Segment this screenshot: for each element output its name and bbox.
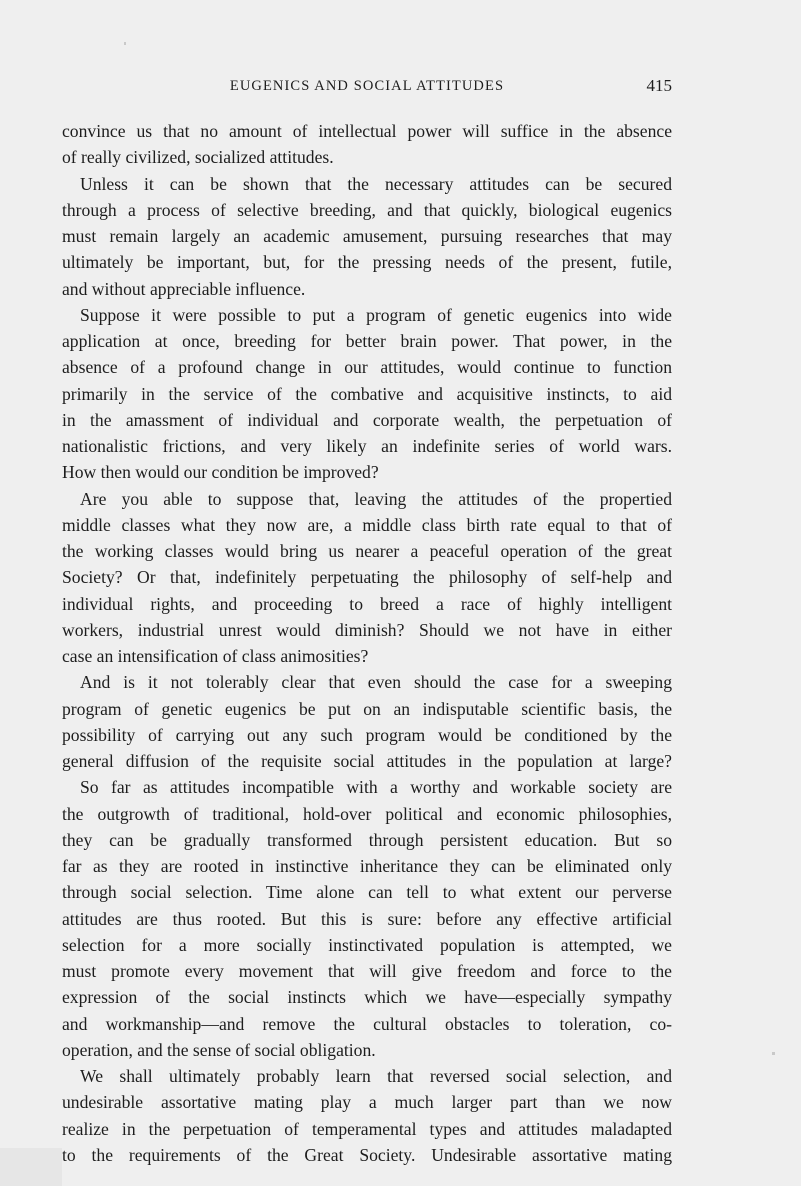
text-line: possibility of carrying out any such program would be conditioned by the <box>62 724 672 745</box>
running-head <box>62 76 672 100</box>
text-line: the working classes would bring us nearer a peaceful operation of the great <box>62 541 672 561</box>
text-line: far as they are rooted in instinctive inheritance they can be eliminated only <box>62 856 672 876</box>
text-line: and workmanship—and remove the cultural obstacles to toleration, co- <box>62 1013 672 1034</box>
text-line: Society? Or that, indefinitely perpetuating the philosophy of self-help and <box>62 567 672 588</box>
text-line: through social selection. Time alone can tell to what extent our perverse <box>62 882 672 903</box>
text-line: absence of a profound change in our attitudes, would continue to function <box>62 357 672 378</box>
text-line: nationalistic frictions, and very likely an indefinite series of world wars. <box>62 436 672 456</box>
running-title: EUGENICS AND SOCIAL ATTITUDES <box>229 78 505 94</box>
scan-speck <box>124 42 126 45</box>
text-line: selection for a more socially instinctivated population is attempted, we <box>62 934 672 955</box>
text-line: ultimately be important, but, for the pressing needs of the present, futile, <box>62 252 672 273</box>
text-line: the outgrowth of traditional, hold-over political and economic philosophies, <box>62 803 672 824</box>
text-line: must promote every movement that will give freedom and force to the <box>62 961 672 981</box>
text-line: individual rights, and proceeding to breed a race of highly intelligent <box>62 593 672 614</box>
text-line: undesirable assortative mating play a much larger part than we now <box>62 1092 672 1113</box>
text-line: and without appreciable influence. <box>62 278 306 299</box>
text-line: case an intensification of class animosities? <box>62 646 369 666</box>
paragraph-first-line: Suppose it were possible to put a program of genetic eugenics into wide <box>80 304 672 325</box>
text-line: through a process of selective breeding, and that quickly, biological eugenics <box>62 199 672 220</box>
text-line: of really civilized, socialized attitudes. <box>62 147 334 168</box>
text-line: workers, industrial unrest would diminish? Should we not have in either <box>62 619 672 640</box>
text-line: attitudes are thus rooted. But this is sure: before any effective artificial <box>62 908 672 929</box>
text-line: expression of the social instincts which we have—especially sympathy <box>62 987 672 1008</box>
text-line: realize in the perpetuation of temperamental types and attitudes maladapted <box>62 1118 672 1139</box>
text-line: they can be gradually transformed through persistent education. But so <box>62 829 672 850</box>
text-line: How then would our condition be improved? <box>62 462 379 483</box>
page-number: 415 <box>646 76 672 95</box>
text-line: convince us that no amount of intellectual power will suffice in the absence <box>62 121 672 141</box>
paragraph-first-line: And is it not tolerably clear that even should the case for a sweeping <box>80 672 672 693</box>
text-line: general diffusion of the requisite social attitudes in the population at large? <box>62 751 672 771</box>
scan-edge-shadow <box>0 1148 62 1186</box>
text-line: must remain largely an academic amusement, pursuing researches that may <box>62 226 672 246</box>
text-line: program of genetic eugenics be put on an indisputable scientific basis, the <box>62 698 672 719</box>
paragraph-first-line: Are you able to suppose that, leaving the attitudes of the propertied <box>80 488 672 509</box>
text-line: primarily in the service of the combative and acquisitive instincts, to aid <box>62 383 672 404</box>
text-line: to the requirements of the Great Society. Undesirable assortative mating <box>62 1144 672 1165</box>
text-line: operation, and the sense of social obligation. <box>62 1039 376 1060</box>
paragraph-first-line: We shall ultimately probably learn that reversed social selection, and <box>80 1066 672 1086</box>
text-line: in the amassment of individual and corporate wealth, the perpetuation of <box>62 409 672 430</box>
text-line: middle classes what they now are, a middle class birth rate equal to that of <box>62 514 672 535</box>
scan-speck <box>772 1052 775 1055</box>
paragraph-first-line: So far as attitudes incompatible with a worthy and workable society are <box>80 777 672 798</box>
text-line: application at once, breeding for better brain power. That power, in the <box>62 331 672 351</box>
paragraph-first-line: Unless it can be shown that the necessary attitudes can be secured <box>80 173 672 194</box>
body-text <box>62 118 672 1168</box>
